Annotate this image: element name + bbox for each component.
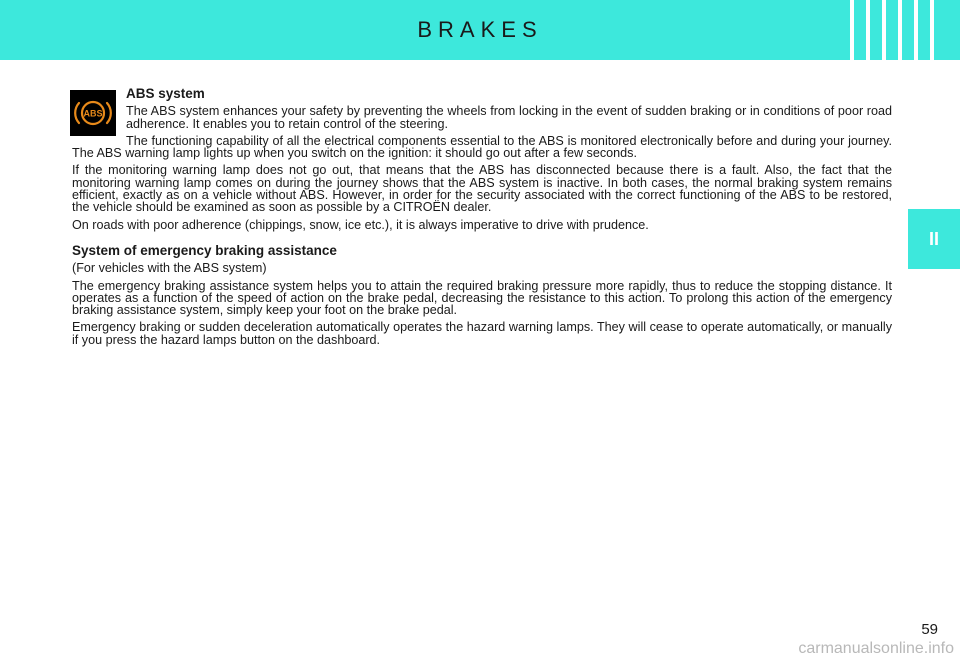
section-tab-label: II xyxy=(928,228,939,249)
page-number: 59 xyxy=(921,621,938,638)
abs-icon-label: ABS xyxy=(83,108,103,119)
abs-paragraph-2: The functioning capability of all the electrical components essential to the ABS is monitored electronically before and during your journey. The ABS warning lamp lights up when you switch on the ignition: it should go out after a few seconds. xyxy=(72,133,892,161)
abs-paragraph-4: On roads with poor adherence (chippings, snow, ice etc.), it is always imperative to drive with prudence. xyxy=(72,217,649,232)
abs-heading: ABS system xyxy=(126,86,205,101)
emergency-paragraph-1: (For vehicles with the ABS system) xyxy=(72,261,267,276)
emergency-paragraph-3: Emergency braking or sudden deceleration automatically operates the hazard warning lamps. They will cease to operate automatically, or manually if you press the hazard lamps button on the dashboard. xyxy=(72,320,892,347)
emergency-heading: System of emergency braking assistance xyxy=(72,242,337,258)
header-stripe xyxy=(882,0,886,60)
header-stripe xyxy=(930,0,934,60)
header-stripe xyxy=(914,0,918,60)
main-content xyxy=(72,88,892,351)
header-stripe xyxy=(850,0,854,60)
emergency-paragraph-2: The emergency braking assistance system helps you to attain the required braking pressure more rapidly, thus to reduce the stopping distance. It operates as a function of the speed of action on the brake pedal, decreasing the resistance to this action. To prolong this action of the emergency braking assistance system, simply keep your foot on the brake pedal. xyxy=(72,278,892,318)
page-title: BRAKES xyxy=(417,17,543,42)
header-stripe xyxy=(898,0,902,60)
abs-paragraph-1: The ABS system enhances your safety by preventing the wheels from locking in the event of sudden braking or in conditions of poor road adherence. It enables you to retain control of the steering. xyxy=(126,104,892,131)
page-header xyxy=(0,0,960,60)
header-stripe xyxy=(866,0,870,60)
watermark: carmanualsonline.info xyxy=(798,640,954,657)
section-tab[interactable] xyxy=(908,209,960,269)
abs-paragraph-3: If the monitoring warning lamp does not go out, that means that the ABS has disconnected because there is a fault. Also, the fact that the monitoring warning lamp comes on during the journey shows that the ABS system is inactive. In both cases, the normal braking system remains efficient, exactly as on a vehicle without ABS. However, in order for the security associated with the correct functioning of the ABS to be restored, the vehicle should be examined as soon as possible by a CITROËN dealer. xyxy=(72,163,892,215)
